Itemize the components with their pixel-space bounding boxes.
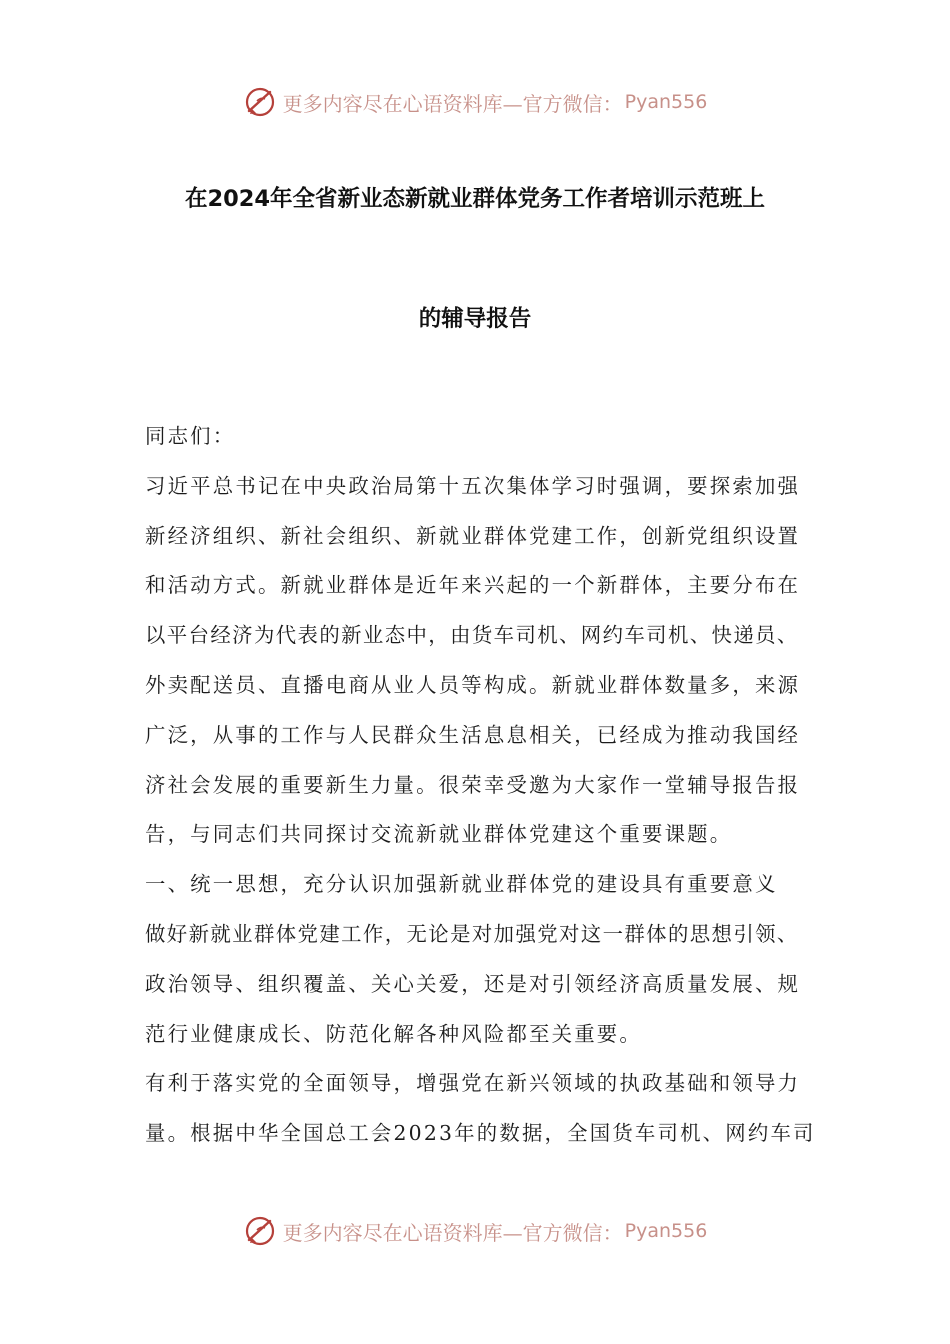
watermark-text: 更多内容尽在心语资料库—官方微信： bbox=[282, 91, 623, 116]
document-body bbox=[145, 418, 825, 1165]
watermark-wechat-id: Pyan556 bbox=[624, 1220, 708, 1242]
watermark-header bbox=[0, 82, 950, 122]
body-line: 外卖配送员、直播电商从业人员等构成。新就业群体数量多，来源 bbox=[145, 672, 801, 697]
body-line: 做好新就业群体党建工作，无论是对加强党对这一群体的思想引领、 bbox=[145, 921, 799, 946]
body-line: 政治领导、组织覆盖、关心关爱，还是对引领经济高质量发展、规 bbox=[145, 971, 801, 996]
body-line: 以平台经济为代表的新业态中，由货车司机、网约车司机、快递员、 bbox=[145, 623, 799, 648]
body-line: 和活动方式。新就业群体是近年来兴起的一个新群体，主要分布在 bbox=[145, 573, 801, 598]
document-title-line-1: 在2024年全省新业态新就业群体党务工作者培训示范班上 bbox=[184, 186, 766, 212]
document-title-line-2: 的辅导报告 bbox=[418, 306, 532, 332]
pen-logo-icon bbox=[243, 85, 277, 119]
body-line: 习近平总书记在中央政治局第十五次集体学习时强调，要探索加强 bbox=[145, 473, 801, 498]
body-line: 新经济组织、新社会组织、新就业群体党建工作，创新党组织设置 bbox=[145, 523, 801, 548]
watermark-footer bbox=[0, 1211, 950, 1251]
body-line: 量。根据中华全国总工会2023年的数据，全国货车司机、网约车司 bbox=[145, 1121, 816, 1146]
watermark-text: 更多内容尽在心语资料库—官方微信： bbox=[282, 1220, 623, 1245]
body-line: 告，与同志们共同探讨交流新就业群体党建这个重要课题。 bbox=[145, 822, 733, 847]
section-heading: 一、统一思想，充分认识加强新就业群体党的建设具有重要意义 bbox=[145, 872, 778, 897]
salutation: 同志们： bbox=[145, 424, 236, 448]
body-line: 济社会发展的重要新生力量。很荣幸受邀为大家作一堂辅导报告报 bbox=[145, 772, 801, 797]
watermark-wechat-id: Pyan556 bbox=[624, 91, 708, 113]
pen-logo-icon bbox=[243, 1214, 277, 1248]
body-line: 有利于落实党的全面领导，增强党在新兴领域的执政基础和领导力 bbox=[145, 1071, 801, 1096]
body-line: 范行业健康成长、防范化解各种风险都至关重要。 bbox=[145, 1021, 642, 1046]
body-line: 广泛，从事的工作与人民群众生活息息相关，已经成为推动我国经 bbox=[145, 722, 801, 747]
